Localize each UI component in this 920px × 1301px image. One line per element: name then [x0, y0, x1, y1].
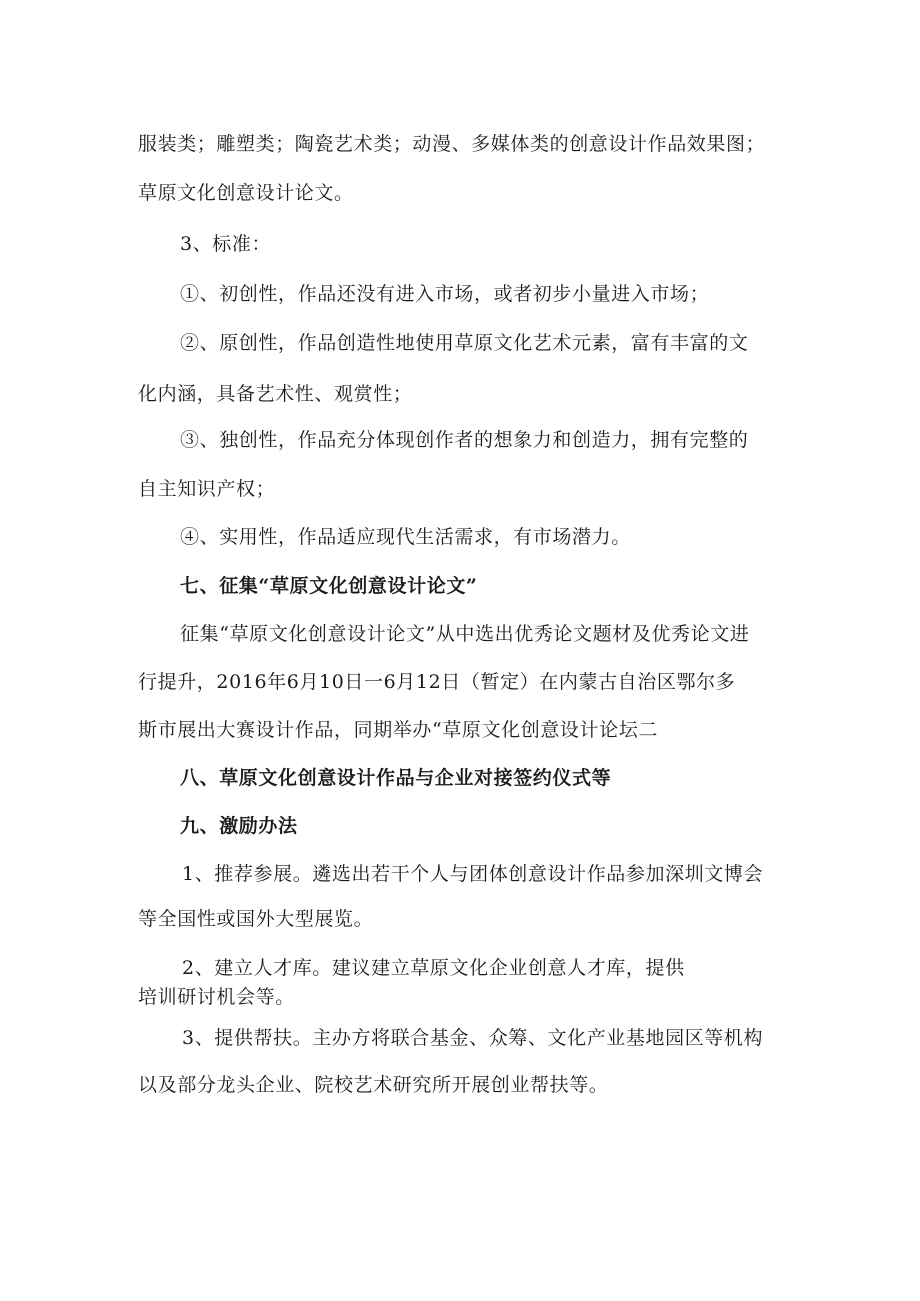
body-text-line: 以及部分龙头企业、院校艺术研究所开展创业帮扶等。: [138, 1074, 609, 1096]
body-text-line: 自主知识产权；: [138, 478, 276, 500]
list-item: 2、建立人才库。建议建立草原文化企业创意人才库，提供: [182, 957, 685, 979]
body-text-line: 等全国性或国外大型展览。: [138, 908, 374, 930]
section-heading: 七、征集“草原文化创意设计论文”: [180, 575, 478, 597]
list-item: ①、初创性，作品还没有进入市场，或者初步小量进入市场；: [180, 283, 710, 305]
body-text-line: 服装类；雕塑类；陶瓷艺术类；动漫、多媒体类的创意设计作品效果图；: [138, 133, 766, 155]
list-item: ③、独创性，作品充分体现创作者的想象力和创造力，拥有完整的: [180, 429, 749, 451]
subsection-heading: 3、标准：: [180, 233, 272, 255]
section-heading: 九、激励办法: [180, 815, 298, 837]
section-heading: 八、草原文化创意设计作品与企业对接签约仪式等: [180, 767, 612, 789]
body-text-line: 斯市展出大赛设计作品，同期举办“草原文化创意设计论坛二: [138, 719, 658, 741]
body-text-line: 培训研讨机会等。: [138, 986, 295, 1008]
list-item: ②、原创性，作品创造性地使用草原文化艺术元素，富有丰富的文: [180, 332, 749, 354]
body-text-line: 行提升，2016年6月10日一6月12日（暂定）在内蒙古自治区鄂尔多: [138, 671, 736, 693]
list-item: 3、提供帮扶。主办方将联合基金、众筹、文化产业基地园区等机构: [182, 1027, 764, 1049]
body-text-line: 化内涵，具备艺术性、观赏性；: [138, 383, 413, 405]
list-item: ④、实用性，作品适应现代生活需求，有市场潜力。: [180, 526, 631, 548]
body-text-line: 征集“草原文化创意设计论文”从中选出优秀论文题材及优秀论文进: [180, 623, 750, 645]
body-text-line: 草原文化创意设计论文。: [138, 182, 354, 204]
list-item: 1、推荐参展。遴选出若干个人与团体创意设计作品参加深圳文博会: [182, 863, 764, 885]
